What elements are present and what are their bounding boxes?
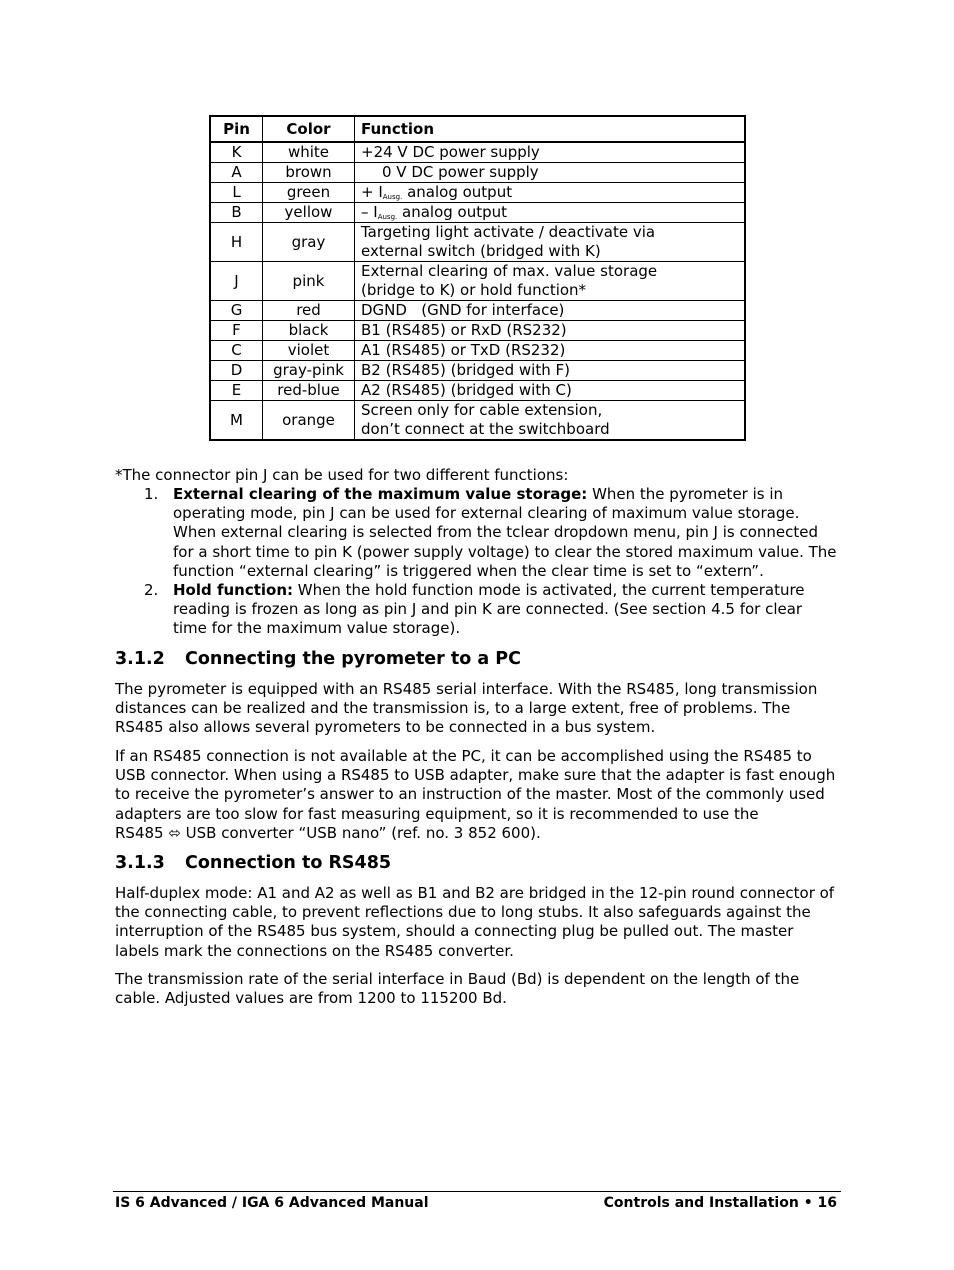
- function-column-header: Function: [355, 116, 746, 142]
- pin-cell: F: [210, 321, 263, 341]
- table-row: [210, 163, 745, 183]
- function-cell: [355, 183, 746, 203]
- function-cell: B2 (RS485) (bridged with F): [355, 361, 746, 381]
- footer-section-page: Controls and Installation • 16: [603, 1195, 837, 1211]
- function-text: 0 V DC power supply: [382, 163, 539, 181]
- function-suffix: analog output: [397, 203, 508, 221]
- pin-assignment-table: [209, 115, 746, 441]
- function-line: (bridge to K) or hold function*: [361, 281, 587, 299]
- function-line: external switch (bridged with K): [361, 242, 601, 260]
- color-cell: gray-pink: [263, 361, 355, 381]
- table-row: [210, 321, 745, 341]
- table-header-row: [210, 116, 745, 142]
- function-subscript: Ausg.: [377, 213, 398, 221]
- function-cell: [355, 223, 746, 262]
- pin-cell: C: [210, 341, 263, 361]
- color-cell: brown: [263, 163, 355, 183]
- list-item-title: External clearing of the maximum value storage:: [173, 485, 588, 503]
- table-row: [210, 142, 745, 163]
- pin-cell: M: [210, 401, 263, 441]
- pin-cell: K: [210, 142, 263, 163]
- function-cell: [355, 203, 746, 223]
- pin-column-header: Pin: [210, 116, 263, 142]
- paragraph: [115, 747, 840, 843]
- section-title: Connection to RS485: [185, 853, 392, 873]
- function-cell: DGND (GND for interface): [355, 301, 746, 321]
- function-line: Screen only for cable extension,: [361, 401, 603, 419]
- paragraph: Half-duplex mode: A1 and A2 as well as B1 and B2 are bridged in the 12-pin round connector of the connecting cable, to prevent reflections due to long stubs. It also safeguards against the interruption of the RS485 bus system, should a connecting plug be pulled out. The master labels mark the connections on the RS485 converter.: [115, 884, 835, 960]
- footer-rule: [113, 1191, 841, 1192]
- color-cell: violet: [263, 341, 355, 361]
- color-cell: red: [263, 301, 355, 321]
- function-cell: A1 (RS485) or TxD (RS232): [355, 341, 746, 361]
- function-cell: +24 V DC power supply: [355, 142, 746, 163]
- function-prefix: + I: [361, 183, 383, 201]
- function-prefix: – I: [361, 203, 378, 221]
- paragraph: The transmission rate of the serial interface in Baud (Bd) is dependent on the length of the cable. Adjusted values are from 1200 to 115200 Bd.: [115, 970, 800, 1008]
- paragraph-text: If an RS485 connection is not available at the PC, it can be accomplished using the RS485 to USB connector. When using a RS485 to USB adapter, make sure that the adapter is fast enough to receive the pyrometer’s answer to an instruction of the master. Most of the commonly used adapters are too slow for fast measuring equipment, so it is recommended to use the: [115, 747, 836, 823]
- pin-cell: D: [210, 361, 263, 381]
- function-line: don’t connect at the switchboard: [361, 420, 610, 438]
- pin-cell: H: [210, 223, 263, 262]
- color-cell: pink: [263, 262, 355, 301]
- list-number: 1.: [144, 485, 159, 503]
- function-cell: A2 (RS485) (bridged with C): [355, 381, 746, 401]
- table-row: [210, 341, 745, 361]
- list-item: [115, 581, 840, 639]
- paragraph-text: RS485 ⬄ USB converter “USB nano” (ref. no. 3 852 600).: [115, 823, 541, 842]
- color-cell: orange: [263, 401, 355, 441]
- pin-cell: G: [210, 301, 263, 321]
- list-item: [115, 485, 840, 581]
- table-row: [210, 401, 745, 441]
- pin-cell: J: [210, 262, 263, 301]
- table-row: [210, 203, 745, 223]
- color-cell: black: [263, 321, 355, 341]
- section-title: Connecting the pyrometer to a PC: [185, 649, 521, 669]
- function-line: Targeting light activate / deactivate via: [361, 223, 656, 241]
- color-cell: gray: [263, 223, 355, 262]
- list-item-title: Hold function:: [173, 581, 294, 600]
- function-suffix: analog output: [402, 183, 513, 201]
- function-cell: [355, 262, 746, 301]
- table-row: [210, 262, 745, 301]
- table-row: [210, 223, 745, 262]
- list-number: 2.: [144, 581, 159, 600]
- footer-manual-title: IS 6 Advanced / IGA 6 Advanced Manual: [115, 1195, 429, 1211]
- pin-cell: B: [210, 203, 263, 223]
- color-cell: white: [263, 142, 355, 163]
- section-heading-3-1-2: [115, 648, 521, 670]
- list-item-text: When the hold function mode is activated, the current temperature reading is frozen as long as pin J and pin K are connected. (See section 4.5 for clear time for the maximum value storage).: [173, 581, 805, 638]
- table-row: [210, 361, 745, 381]
- pin-cell: A: [210, 163, 263, 183]
- section-heading-3-1-3: [115, 852, 391, 874]
- color-cell: yellow: [263, 203, 355, 223]
- table-row: [210, 381, 745, 401]
- function-list: [115, 485, 840, 639]
- pin-cell: E: [210, 381, 263, 401]
- color-cell: red-blue: [263, 381, 355, 401]
- footnote-intro: *The connector pin J can be used for two different functions:: [115, 466, 569, 484]
- list-item-text: When the pyrometer is in operating mode, pin J can be used for external clearing of maximum value storage. When external clearing is selected from the tclear dropdown menu, pin J is connected for a short time to pin K (power supply voltage) to clear the stored maximum value. The function “external clearing” is triggered when the clear time is set to “extern”.: [173, 485, 837, 580]
- section-number: 3.1.2: [115, 649, 165, 669]
- function-cell: B1 (RS485) or RxD (RS232): [355, 321, 746, 341]
- function-cell: [355, 401, 746, 441]
- color-column-header: Color: [263, 116, 355, 142]
- table-row: [210, 183, 745, 203]
- color-cell: green: [263, 183, 355, 203]
- function-cell: [355, 163, 746, 183]
- function-line: External clearing of max. value storage: [361, 262, 658, 280]
- function-subscript: Ausg.: [382, 193, 403, 201]
- table-row: [210, 301, 745, 321]
- section-number: 3.1.3: [115, 853, 165, 873]
- paragraph: The pyrometer is equipped with an RS485 serial interface. With the RS485, long transmission distances can be realized and the transmission is, to a large extent, free of problems. The RS485 also allows several pyrometers to be connected in a bus system.: [115, 680, 818, 737]
- pin-cell: L: [210, 183, 263, 203]
